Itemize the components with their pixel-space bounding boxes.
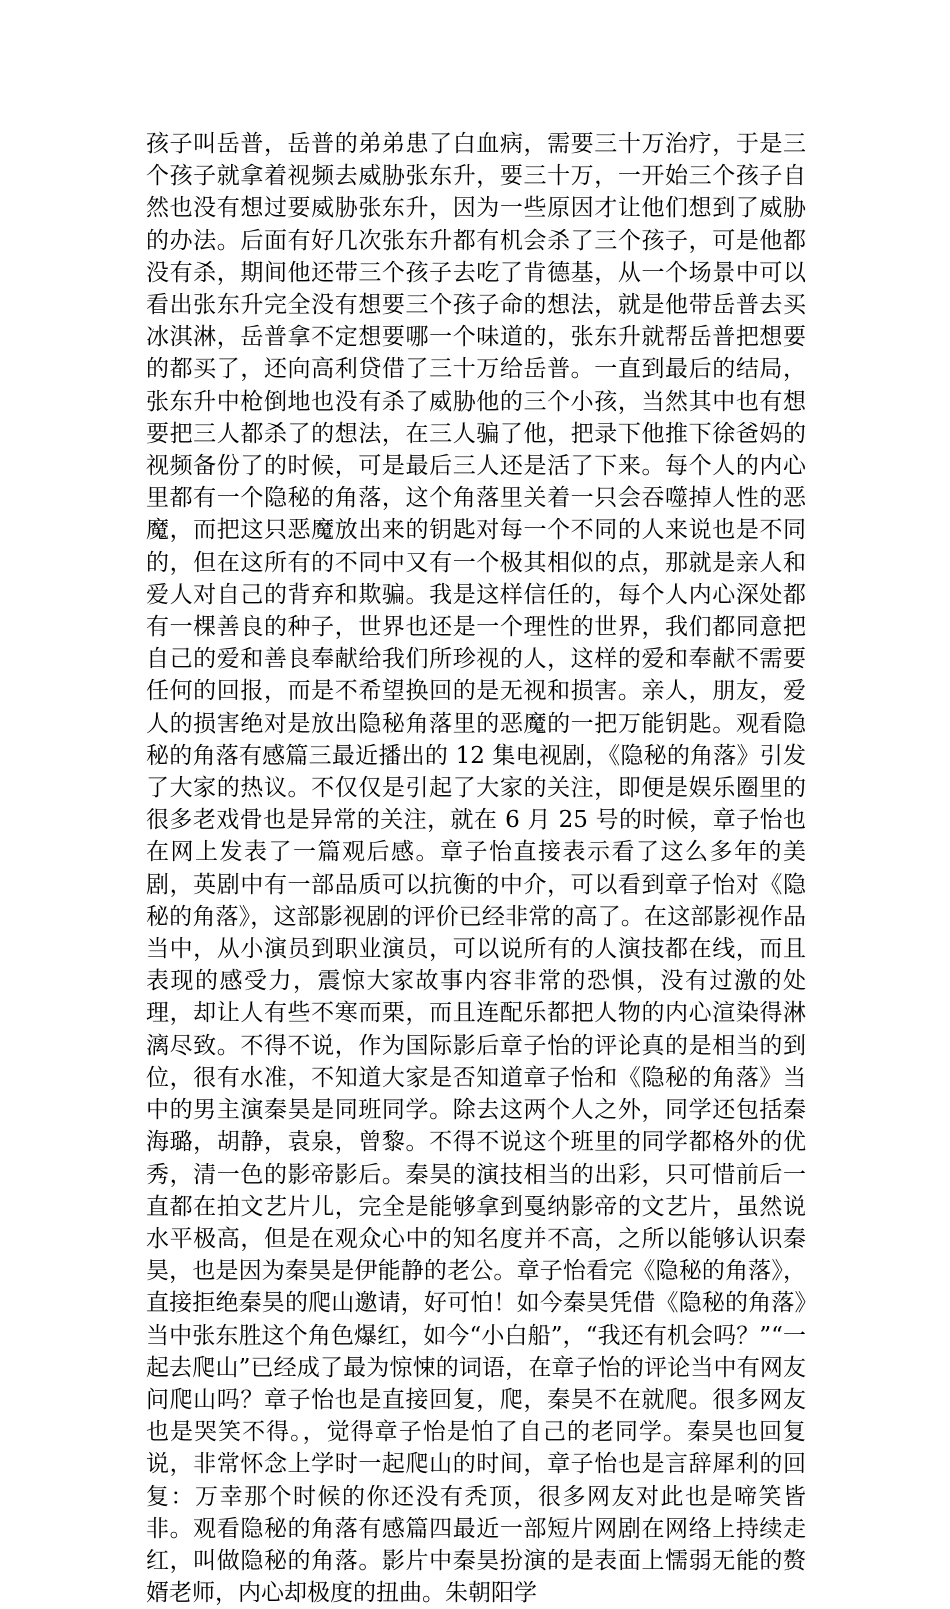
- body-paragraph: 孩子叫岳普，岳普的弟弟患了白血病，需要三十万治疗，于是三个孩子就拿着视频去威胁张东升，要三十万，一开始三个孩子自然也没有想过要威胁张东升，因为一些原因才让他们想到了威胁的办法。后面有好几次张东升都有机会杀了三个孩子，可是他都没有杀，期间他还带三个孩子去吃了肯德基，从一个场景中可以看出张东升完全没有想要三个孩子命的想法，就是他带岳普去买冰淇淋，岳普拿不定想要哪一个味道的，张东升就帮岳普把想要的都买了，还向高利贷借了三十万给岳普。一直到最后的结局，张东升中枪倒地也没有杀了威胁他的三个小孩，当然其中也有想要把三人都杀了的想法，在三人骗了他，把录下他推下徐爸妈的视频备份了的时候，可是最后三人还是活了下来。每个人的内心里都有一个隐秘的角落，这个角落里关着一只会吞噬掉人性的恶魔，而把这只恶魔放出来的钥匙对每一个不同的人来说也是不同的，但在这所有的不同中又有一个极其相似的点，那就是亲人和爱人对自己的背弃和欺骗。我是这样信任的，每个人内心深处都有一棵善良的种子，世界也还是一个理性的世界，我们都同意把自己的爱和善良奉献给我们所珍视的人，这样的爱和奉献不需要任何的回报，而是不希望换回的是无视和损害。亲人，朋友，爱人的损害绝对是放出隐秘角落里的恶魔的一把万能钥匙。观看隐秘的角落有感篇三最近播出的 12 集电视剧，《隐秘的角落》引发了大家的热议。不仅仅是引起了大家的关注，即便是娱乐圈里的很多老戏骨也是异常的关注，就在 6 月 25 号的时候，章子怡也在网上发表了一篇观后感。章子怡直接表示看了这么多年的美剧，英剧中有一部品质可以抗衡的中介，可以看到章子怡对《隐秘的角落》，这部影视剧的评价已经非常的高了。在这部影视作品当中，从小演员到职业演员，可以说所有的人演技都在线，而且表现的感受力，震惊大家故事内容非常的恐惧，没有过激的处理，却让人有些不寒而栗，而且连配乐都把人物的内心渲染得淋漓尽致。不得不说，作为国际影后章子怡的评论真的是相当的到位，很有水准，不知道大家是否知道章子怡和《隐秘的角落》当中的男主演秦昊是同班同学。除去这两个人之外，同学还包括秦海璐，胡静，袁泉，曾黎。不得不说这个班里的同学都格外的优秀，清一色的影帝影后。秦昊的演技相当的出彩，只可惜前后一直都在拍文艺片儿，完全是能够拿到戛纳影帝的文艺片，虽然说水平极高，但是在观众心中的知名度并不高，之所以能够认识秦昊，也是因为秦昊是伊能静的老公。章子怡看完《隐秘的角落》，直接拒绝秦昊的爬山邀请，好可怕！如今秦昊凭借《隐秘的角落》当中张东胜这个角色爆红，如今“小白船”，“我还有机会吗？”“一起去爬山”已经成了最为惊悚的词语，在章子怡的评论当中有网友问爬山吗？章子怡也是直接回复，爬，秦昊不在就爬。很多网友也是哭笑不得。，觉得章子怡是怕了自己的老同学。秦昊也回复说，非常怀念上学时一起爬山的时间，章子怡也是言辞犀利的回复：万幸那个时候的你还没有秃顶，很多网友对此也是啼笑皆非。观看隐秘的角落有感篇四最近一部短片网剧在网络上持续走红，叫做隐秘的角落。影片中秦昊扮演的是表面上懦弱无能的赘婿老师，内心却极度的扭曲。朱朝阳学: [146, 131, 806, 1607]
